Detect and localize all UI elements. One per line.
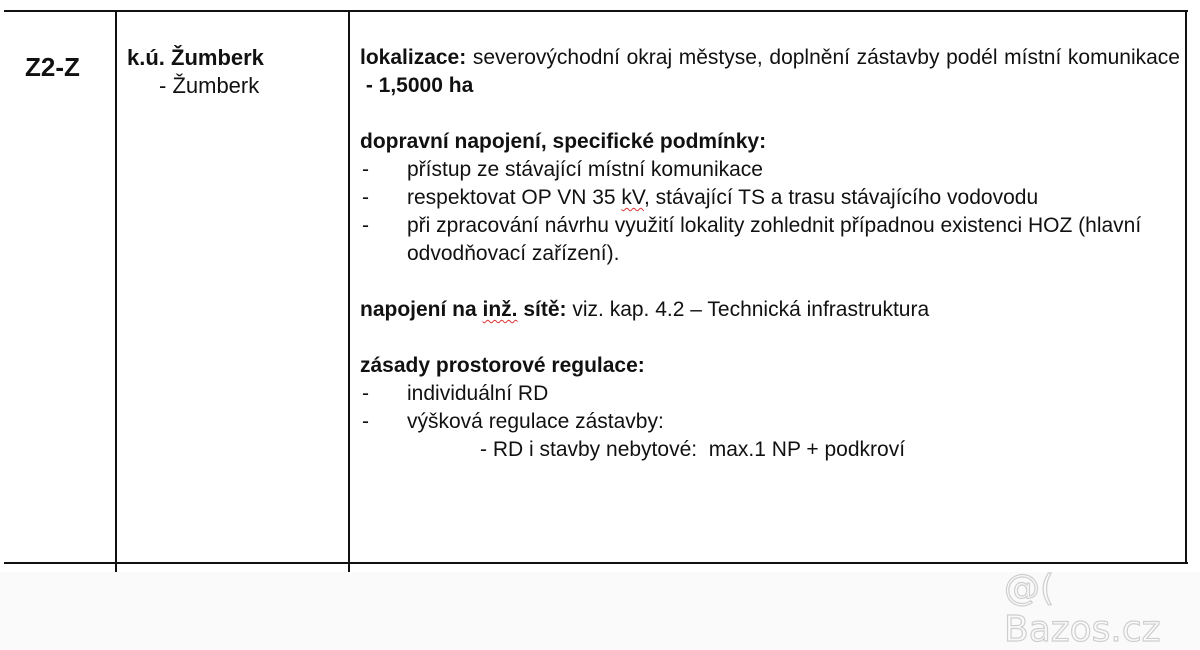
localization-area: - 1,5000 ha [365, 74, 474, 97]
dash-bullet: - [362, 410, 369, 433]
list-item-text: individuální RD [407, 382, 549, 405]
list-item-text: , stávající TS a trasu stávajícího vodovodu [643, 186, 1039, 209]
list-item [360, 408, 1180, 436]
cadastral-area [127, 44, 264, 100]
networks-label: napojení na [360, 298, 483, 321]
column-divider-1 [115, 10, 117, 572]
networks-text: viz. kap. 4.2 – Technická infrastruktura [566, 298, 930, 321]
cadastral-subtitle: - Žumberk [159, 73, 260, 98]
watermark-logo: @( Bazos.cz [1004, 568, 1161, 650]
sub-list-item: - RD i stavby nebytové: max.1 NP + podkroví [480, 438, 906, 461]
traffic-section [360, 128, 1180, 268]
dash-bullet: - [362, 214, 369, 237]
spellcheck-flagged-word: kV [621, 186, 644, 209]
table-right-border [1185, 10, 1187, 564]
list-item [360, 156, 1180, 184]
dash-bullet: - [362, 186, 369, 209]
list-item-text: při zpracování návrhu využití lokality zohlednit případnou existenci HOZ (hlavní odvodňovací zařízení). [407, 214, 1142, 265]
list-item-text: přístup ze stávající místní komunikace [407, 158, 763, 181]
dash-bullet: - [362, 382, 369, 405]
list-item [360, 212, 1180, 268]
cadastral-title: k.ú. Žumberk [127, 45, 264, 70]
traffic-heading: dopravní napojení, specifické podmínky: [360, 130, 767, 153]
table-top-border [4, 10, 1188, 12]
localization-paragraph [360, 44, 1180, 100]
column-divider-2 [348, 10, 350, 572]
list-item-text: respektovat OP VN 35 [407, 186, 622, 209]
list-item [360, 380, 1180, 408]
list-item-text: výšková regulace zástavby: [407, 410, 664, 433]
networks-paragraph [360, 296, 1180, 324]
table-bottom-border [4, 562, 1188, 564]
area-description [360, 44, 1180, 464]
area-code: Z2-Z [25, 52, 80, 82]
networks-label-end: sítě: [517, 298, 567, 321]
list-item [360, 184, 1180, 212]
localization-label: lokalizace: [360, 46, 467, 69]
localization-text: severovýchodní okraj městyse, doplnění zástavby podél místní komunikace [472, 46, 1180, 69]
regulation-heading: zásady prostorové regulace: [360, 354, 645, 377]
spellcheck-flagged-word: inž. [482, 298, 518, 321]
dash-bullet: - [362, 158, 369, 181]
regulation-section [360, 352, 1180, 464]
